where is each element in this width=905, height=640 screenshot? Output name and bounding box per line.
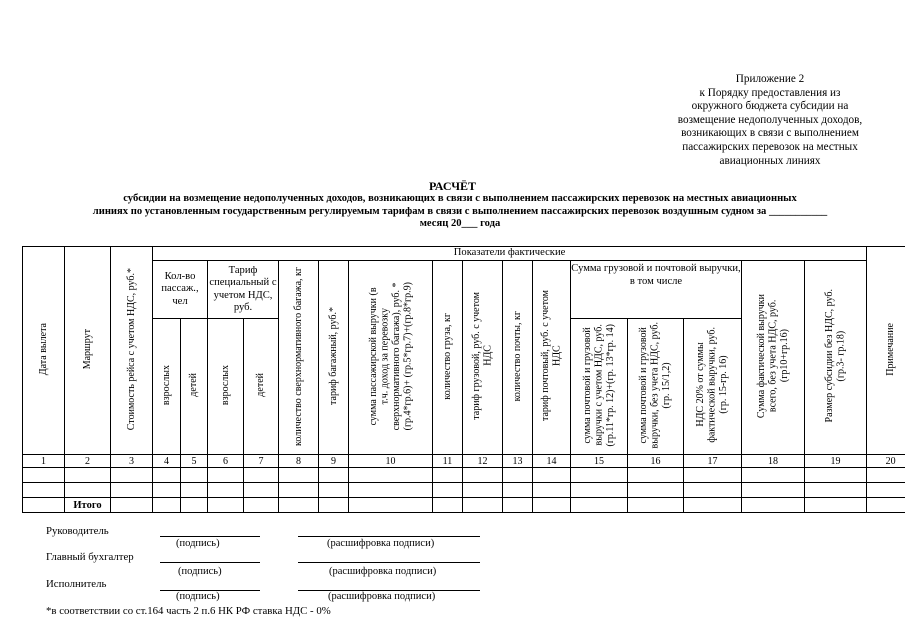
- sign-caption: (подпись): [178, 566, 222, 577]
- decode-caption: (расшифровка подписи): [328, 591, 436, 602]
- column-number: 10: [349, 455, 433, 468]
- decode-caption: (расшифровка подписи): [329, 566, 437, 577]
- head-decode-line: [298, 536, 480, 537]
- col-date-header: Дата вылета: [23, 247, 65, 455]
- column-number: 7: [244, 455, 279, 468]
- document-title: РАСЧЁТ: [428, 179, 477, 193]
- appendix-line: окружного бюджета субсидии на: [691, 100, 849, 113]
- appendix-line: возмещение недополученных доходов,: [677, 113, 863, 126]
- col11-header: количество груза, кг: [433, 261, 463, 455]
- col16-header: сумма почтовой и грузовой выручки, без учета НДС, руб. (гр. 15/1,2): [628, 319, 684, 455]
- column-number: 1: [23, 455, 65, 468]
- total-label: Итого: [65, 498, 111, 513]
- col10-header: сумма пассажирской выручки (в т.ч. доход за перевозку сверхнормативного багажа), руб. * (гр.4*гр.6)+ (гр.5*гр.7)+(гр.8*гр.9): [349, 261, 433, 455]
- column-number: 14: [533, 455, 571, 468]
- passengers-header: Кол-во пассаж., чел: [153, 261, 208, 319]
- column-number: 12: [463, 455, 503, 468]
- adults-tariff-header: взрослых: [208, 319, 244, 455]
- table-row: [23, 468, 905, 483]
- col19-header: Размер субсидии без НДС, руб. (гр.3- гр.18): [805, 261, 867, 455]
- col13-header: количество почты, кг: [503, 261, 533, 455]
- actual-indicators-header: Показатели фактические: [153, 247, 867, 261]
- head-label: Руководитель: [46, 525, 109, 537]
- col18-header: Сумма фактической выручки всего, без учета НДС, руб. (гр10+гр.16): [742, 261, 805, 455]
- column-number: 3: [111, 455, 153, 468]
- col14-header: тариф почтовый, руб. с учетом НДС: [533, 261, 571, 455]
- special-tariff-header: Тариф специальный с учетом НДС, руб.: [208, 261, 279, 319]
- subtitle-line: субсидии на возмещение недополученных доходов, возникающих в связи с выполнением пассажирских перевозок на местных авиационных: [123, 193, 797, 204]
- children-count-header: детей: [181, 319, 208, 455]
- decode-caption: (расшифровка подписи): [327, 538, 435, 549]
- column-number: 4: [153, 455, 181, 468]
- appendix-line: Приложение 2: [735, 73, 805, 85]
- column-number: 6: [208, 455, 244, 468]
- children-tariff-header: детей: [244, 319, 279, 455]
- footnote: *в соответствии со ст.164 часть 2 п.6 НК РФ ставка НДС - 0%: [46, 605, 331, 617]
- appendix-block: [635, 73, 905, 168]
- column-number: 16: [628, 455, 684, 468]
- adults-count-header: взрослых: [153, 319, 181, 455]
- col8-header: количество сверхнормативного багажа, кг: [279, 261, 319, 455]
- cargo-mail-group-header: Сумма грузовой и почтовой выручки, в том числе: [571, 261, 742, 319]
- sign-caption: (подпись): [176, 591, 220, 602]
- document-subtitle: [40, 193, 880, 231]
- subtitle-line: месяц 20___ года: [419, 218, 501, 230]
- column-number: 5: [181, 455, 208, 468]
- col17-header: НДС 20% от суммы фактической выручки, руб. (гр. 15-гр. 16): [684, 319, 742, 455]
- column-number: 20: [867, 455, 905, 468]
- appendix-line: возникающих в связи с выполнением: [681, 127, 859, 140]
- col-route-header: Маршрут: [65, 247, 111, 455]
- col15-header: сумма почтовой и грузовой выручки с учетом НДС, руб. (гр.11*гр. 12)+(гр. 13*гр. 14): [571, 319, 628, 455]
- chief-accountant-label: Главный бухгалтер: [46, 551, 134, 563]
- column-number: 19: [805, 455, 867, 468]
- column-number: 11: [433, 455, 463, 468]
- col12-header: тариф грузовой, руб. с учетом НДС: [463, 261, 503, 455]
- head-sign-line: [160, 536, 260, 537]
- col-flight-cost-header: Стоимость рейса с учетом НДС, руб.*: [111, 247, 153, 455]
- col9-header: тариф багажный, руб.*: [319, 261, 349, 455]
- column-number: 17: [684, 455, 742, 468]
- column-number: 15: [571, 455, 628, 468]
- column-number: 8: [279, 455, 319, 468]
- appendix-line: пассажирских перевозок на местных: [682, 140, 858, 153]
- subtitle-line: линиях по установленным государственным регулируемым тарифам в связи с выполнением пассажирских перевозок воздушным судном за ___________: [92, 205, 828, 217]
- column-number: 9: [319, 455, 349, 468]
- appendix-line: к Порядку предоставления из: [699, 86, 841, 99]
- total-row: [23, 498, 905, 513]
- accountant-decode-line: [298, 562, 480, 563]
- calculation-table: [22, 246, 905, 513]
- accountant-sign-line: [160, 562, 260, 563]
- column-number: 2: [65, 455, 111, 468]
- column-number: 18: [742, 455, 805, 468]
- column-numbers-row: [23, 455, 905, 468]
- executor-label: Исполнитель: [46, 578, 107, 590]
- sign-caption: (подпись): [176, 538, 220, 549]
- column-number: 13: [503, 455, 533, 468]
- table-row: [23, 483, 905, 498]
- appendix-line: авиационных линиях: [719, 154, 821, 167]
- col-note-header: Примечание: [867, 247, 905, 455]
